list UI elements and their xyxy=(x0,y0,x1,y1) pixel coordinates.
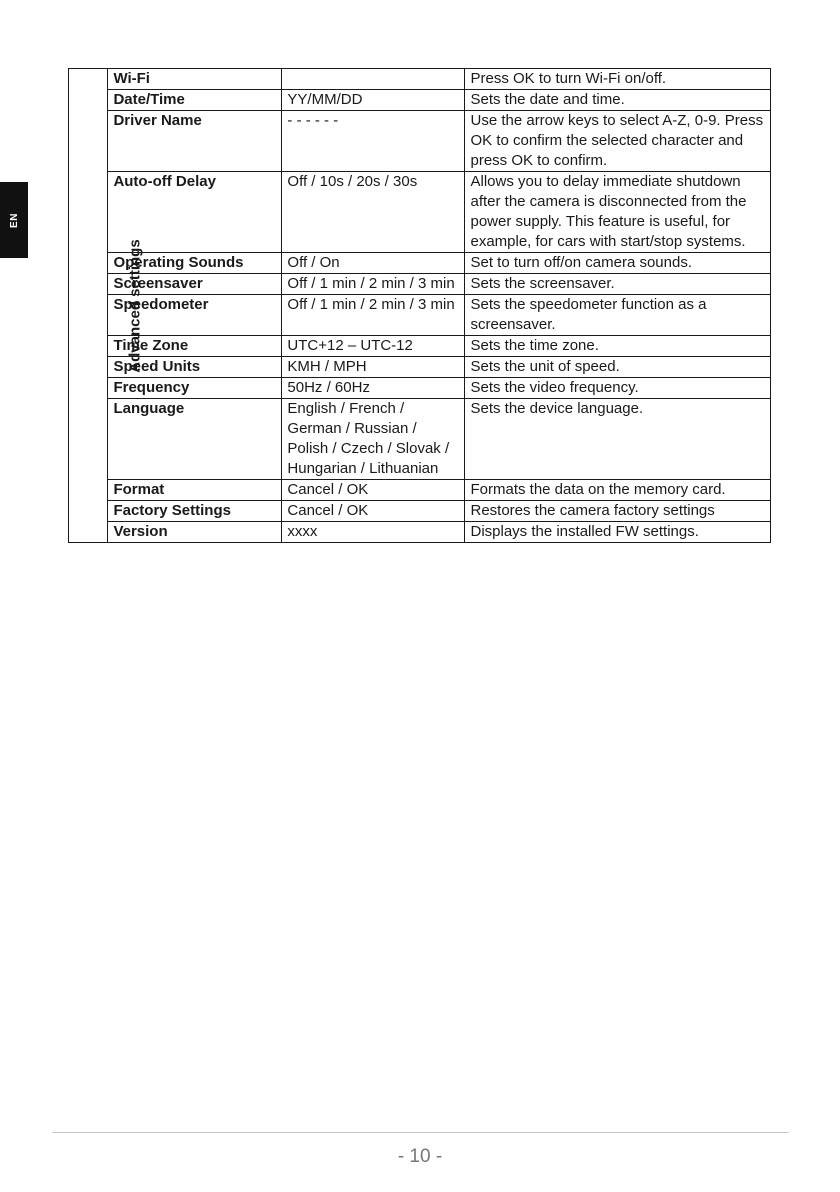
setting-name: Date/Time xyxy=(108,90,282,111)
language-tab-label: EN xyxy=(8,212,20,228)
language-tab xyxy=(0,182,28,258)
setting-value: Off / 1 min / 2 min / 3 min xyxy=(282,295,465,336)
setting-value: UTC+12 – UTC-12 xyxy=(282,336,465,357)
setting-value: Off / 10s / 20s / 30s xyxy=(282,172,465,253)
advanced-settings-table xyxy=(68,68,771,543)
setting-value: 50Hz / 60Hz xyxy=(282,378,465,399)
setting-description: Sets the device language. xyxy=(465,399,771,480)
table-row xyxy=(69,378,771,399)
setting-name: Speed Units xyxy=(108,357,282,378)
setting-description: Sets the screensaver. xyxy=(465,274,771,295)
setting-value: Off / 1 min / 2 min / 3 min xyxy=(282,274,465,295)
table-row xyxy=(69,274,771,295)
setting-description: Sets the date and time. xyxy=(465,90,771,111)
section-label: Advanced settings xyxy=(126,238,144,373)
table-row xyxy=(69,399,771,480)
table-row xyxy=(69,357,771,378)
setting-value: KMH / MPH xyxy=(282,357,465,378)
setting-name: Factory Settings xyxy=(108,501,282,522)
setting-name: Speedometer xyxy=(108,295,282,336)
setting-value: Cancel / OK xyxy=(282,501,465,522)
setting-description: Press OK to turn Wi-Fi on/off. xyxy=(465,69,771,90)
table-row xyxy=(69,69,771,90)
setting-name: Wi-Fi xyxy=(108,69,282,90)
setting-description: Displays the installed FW settings. xyxy=(465,522,771,543)
table-row xyxy=(69,336,771,357)
setting-name: Frequency xyxy=(108,378,282,399)
setting-description: Allows you to delay immediate shutdown after the camera is disconnected from the power supply. This feature is useful, for example, for cars with start/stop systems. xyxy=(465,172,771,253)
setting-name: Language xyxy=(108,399,282,480)
setting-value: Off / On xyxy=(282,253,465,274)
setting-name: Version xyxy=(108,522,282,543)
setting-value: Cancel / OK xyxy=(282,480,465,501)
setting-description: Sets the speedometer function as a screensaver. xyxy=(465,295,771,336)
table-row xyxy=(69,501,771,522)
setting-description: Sets the video frequency. xyxy=(465,378,771,399)
setting-value: - - - - - - xyxy=(282,111,465,172)
setting-description: Restores the camera factory settings xyxy=(465,501,771,522)
setting-description: Formats the data on the memory card. xyxy=(465,480,771,501)
setting-value xyxy=(282,69,465,90)
table-row xyxy=(69,253,771,274)
table-row xyxy=(69,295,771,336)
setting-description: Use the arrow keys to select A-Z, 0-9. Press OK to confirm the selected character and press OK to confirm. xyxy=(465,111,771,172)
setting-description: Sets the unit of speed. xyxy=(465,357,771,378)
setting-description: Set to turn off/on camera sounds. xyxy=(465,253,771,274)
table-row xyxy=(69,480,771,501)
table-row xyxy=(69,90,771,111)
table-row xyxy=(69,522,771,543)
setting-name: Auto-off Delay xyxy=(108,172,282,253)
setting-value: YY/MM/DD xyxy=(282,90,465,111)
setting-value: English / French / German / Russian / Polish / Czech / Slovak / Hungarian / Lithuanian xyxy=(282,399,465,480)
footer-divider xyxy=(52,1132,789,1133)
setting-name: Driver Name xyxy=(108,111,282,172)
setting-description: Sets the time zone. xyxy=(465,336,771,357)
table-row xyxy=(69,172,771,253)
setting-name: Operating Sounds xyxy=(108,253,282,274)
setting-name: Time Zone xyxy=(108,336,282,357)
setting-value: xxxx xyxy=(282,522,465,543)
page-number: - 10 - xyxy=(397,1146,443,1167)
setting-name: Format xyxy=(108,480,282,501)
table-row xyxy=(69,111,771,172)
setting-name: Screensaver xyxy=(108,274,282,295)
